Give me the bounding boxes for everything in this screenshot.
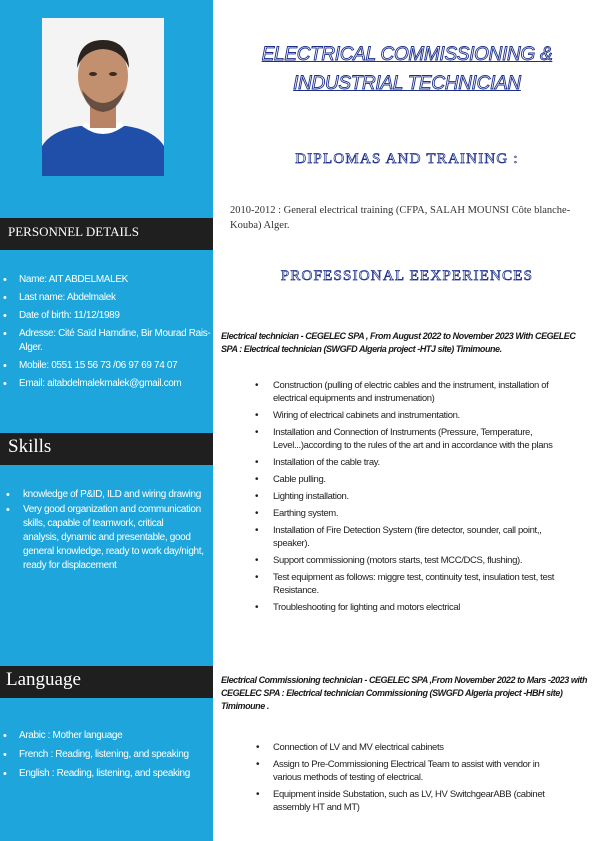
personnel-details-list xyxy=(0,273,213,395)
list-item: • Last name: Abdelmalek xyxy=(0,291,213,305)
email-link[interactable]: • Email: aitabdelmalekmalek@gmail.com xyxy=(0,377,213,391)
list-item: • Arabic : Mother language xyxy=(0,729,213,743)
language-list xyxy=(0,729,213,786)
list-item: • Date of birth: 11/12/1989 xyxy=(0,309,213,323)
skills-list xyxy=(0,488,213,574)
job-task-list xyxy=(255,379,565,618)
list-item: • Installation of the cable tray. xyxy=(255,456,565,469)
page-title xyxy=(222,40,592,98)
job-task-list xyxy=(256,741,566,818)
list-item: • Troubleshooting for lighting and motors electrical xyxy=(255,601,565,614)
language-header: Language xyxy=(0,666,213,698)
list-item: • Wiring of electrical cabinets and instrumentation. xyxy=(255,409,565,422)
list-item: • Very good organization and communication skills, capable of teamwork, critical xyxy=(0,503,213,531)
list-item: • Installation and Connection of Instruments (Pressure, Temperature, Level...)according to the rules of the art and in accordance with the plans xyxy=(255,426,565,452)
skills-header: Skills xyxy=(0,433,213,465)
list-item: • Equipment inside Substation, such as LV, HV SwitchgearABB (cabinet assembly HT and MT) xyxy=(256,788,566,814)
personnel-details-header: PERSONNEL DETAILS xyxy=(0,218,213,250)
title-line: INDUSTRIAL TECHNICIAN xyxy=(293,73,521,94)
list-item: • Adresse: Cité Saïd Hamdine, Bir Mourad Rais-Alger. xyxy=(0,327,213,355)
list-item: • English : Reading, listening, and speaking xyxy=(0,767,213,781)
list-item: • Support commissioning (motors starts, test MCC/DCS, flushing). xyxy=(255,554,565,567)
list-item: • French : Reading, listening, and speaking xyxy=(0,748,213,762)
list-item: • Test equipment as follows: miggre test, continuity test, insulation test, test Resistance. xyxy=(255,571,565,597)
list-item: • Connection of LV and MV electrical cabinets xyxy=(256,741,566,754)
list-item: • Cable pulling. xyxy=(255,473,565,486)
experience-heading: PROFESSIONAL EEXPERIENCES xyxy=(280,268,534,284)
skills-continuation: analysis, dynamic and presentable, good general knowledge, ready to work day/night, ready for displacement xyxy=(23,532,204,571)
list-item: • Assign to Pre-Commissioning Electrical Team to assist with vendor in various methods of testing of electrical. xyxy=(256,758,566,784)
profile-photo xyxy=(42,18,164,176)
diploma-entry: 2010-2012 : General electrical training (CFPA, SALAH MOUNSI Côte blanche- Kouba) Alger. xyxy=(230,205,571,231)
list-item: • Name: AIT ABDELMALEK xyxy=(0,273,213,287)
list-item: • Earthing system. xyxy=(255,507,565,520)
list-item: • knowledge of P&ID, ILD and wiring drawing xyxy=(0,488,213,502)
list-item: • Lighting installation. xyxy=(255,490,565,503)
sidebar xyxy=(0,0,213,841)
list-item: • Mobile: 0551 15 56 73 /06 97 69 74 07 xyxy=(0,359,213,373)
list-item: • Installation of Fire Detection System (fire detector, sounder, call point,, speaker). xyxy=(255,524,565,550)
list-item: • Construction (pulling of electric cables and the instrument, installation of electrical equipments and instrumenation) xyxy=(255,379,565,405)
diplomas-heading: DIPLOMAS AND TRAINING : xyxy=(295,151,519,167)
title-line: ELECTRICAL COMMISSIONING & xyxy=(261,44,553,65)
job-title: Electrical Commissioning technician - CEGELEC SPA ,From November 2022 to Mars -2023 with CEGELEC SPA : Electrical technician Commissioning (SWGFD Algeria project -HBH site) Timimoune . xyxy=(221,675,588,711)
job-title: Electrical technician - CEGELEC SPA , From August 2022 to November 2023 With CEGELEC SPA : Electrical technician (SWGFD Algeria project -HTJ site) Timimoune. xyxy=(221,331,576,354)
